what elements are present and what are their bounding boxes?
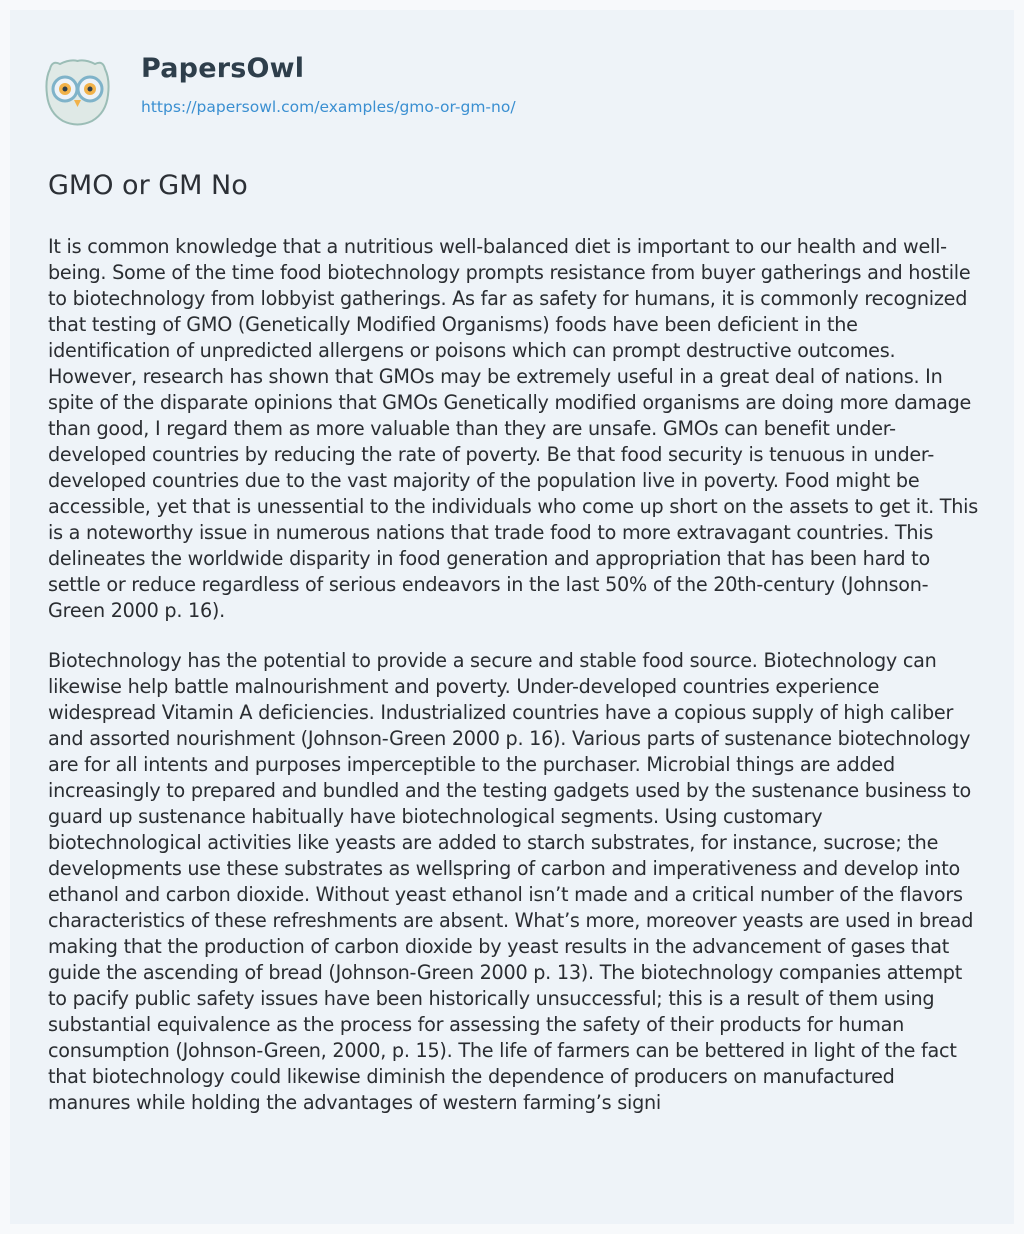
essay-paragraph-2: Biotechnology has the potential to provide a secure and stable food source. Biotechnology can likewise help battle malnourishment and poverty. Under-developed countries experience widespread Vitamin A deficiencies. Industrialized countries have a copious supply of high caliber and assorted nourishment (Johnson-Green 2000 p. 16). Various parts of sustenance biotechnology are for all intents and purposes imperceptible to the purchaser. Microbial things are added increasingly to prepared and bundled and the testing gadgets used by the sustenance business to guard up sustenance habitually have biotechnological segments. Using customary biotechnological activities like yeasts are added to starch substrates, for instance, sucrose; the developments use these substrates as wellspring of carbon and imperativeness and develop into ethanol and carbon dioxide. Without yeast ethanol isn’t made and a critical number of the flavors characteristics of these refreshments are absent. What’s more, moreover yeasts are used in bread making that the production of carbon dioxide by yeast results in the advancement of gases that guide the ascending of bread (Johnson-Green 2000 p. 13). The biotechnology companies attempt to pacify public safety issues have been historically unsuccessful; this is a result of them using substantial equivalence as the process for assessing the safety of their products for human consumption (Johnson-Green, 2000, p. 15). The life of farmers can be bettered in light of the fact that biotechnology could likewise diminish the dependence of producers on manufactured manures while holding the advantages of western farming’s signi (48, 649, 974, 1114)
site-header (40, 55, 940, 135)
essay-paragraph-1: It is common knowledge that a nutritious well-balanced diet is important to our health and well-being. Some of the time food biotechnology prompts resistance from buyer gatherings and hostile to biotechnology from lobbyist gatherings. As far as safety for humans, it is commonly recognized that testing of GMO (Genetically Modified Organisms) foods have been deficient in the identification of unpredicted allergens or poisons which can prompt destructive outcomes. However, research has shown that GMOs may be extremely useful in a great deal of nations. In spite of the disparate opinions that GMOs Genetically modified organisms are doing more damage than good, I regard them as more valuable than they are unsafe. GMOs can benefit under-developed countries by reducing the rate of poverty. Be that food security is tenuous in under-developed countries due to the vast majority of the population live in poverty. Food might be accessible, yet that is unessential to the individuals who come up short on the assets to get it. This is a noteworthy issue in numerous nations that trade food to more extravagant countries. This delineates the worldwide disparity in food generation and appropriation that has been hard to settle or reduce regardless of serious endeavors in the last 50% of the 20th-century (Johnson-Green 2000 p. 16). (48, 235, 978, 622)
owl-logo-icon[interactable] (40, 55, 115, 130)
essay-title: GMO or GM No (48, 170, 248, 201)
brand-name: PapersOwl (141, 53, 305, 84)
essay-body (48, 234, 978, 1140)
source-url-link[interactable]: https://papersowl.com/examples/gmo-or-gm-no/ (141, 98, 516, 116)
